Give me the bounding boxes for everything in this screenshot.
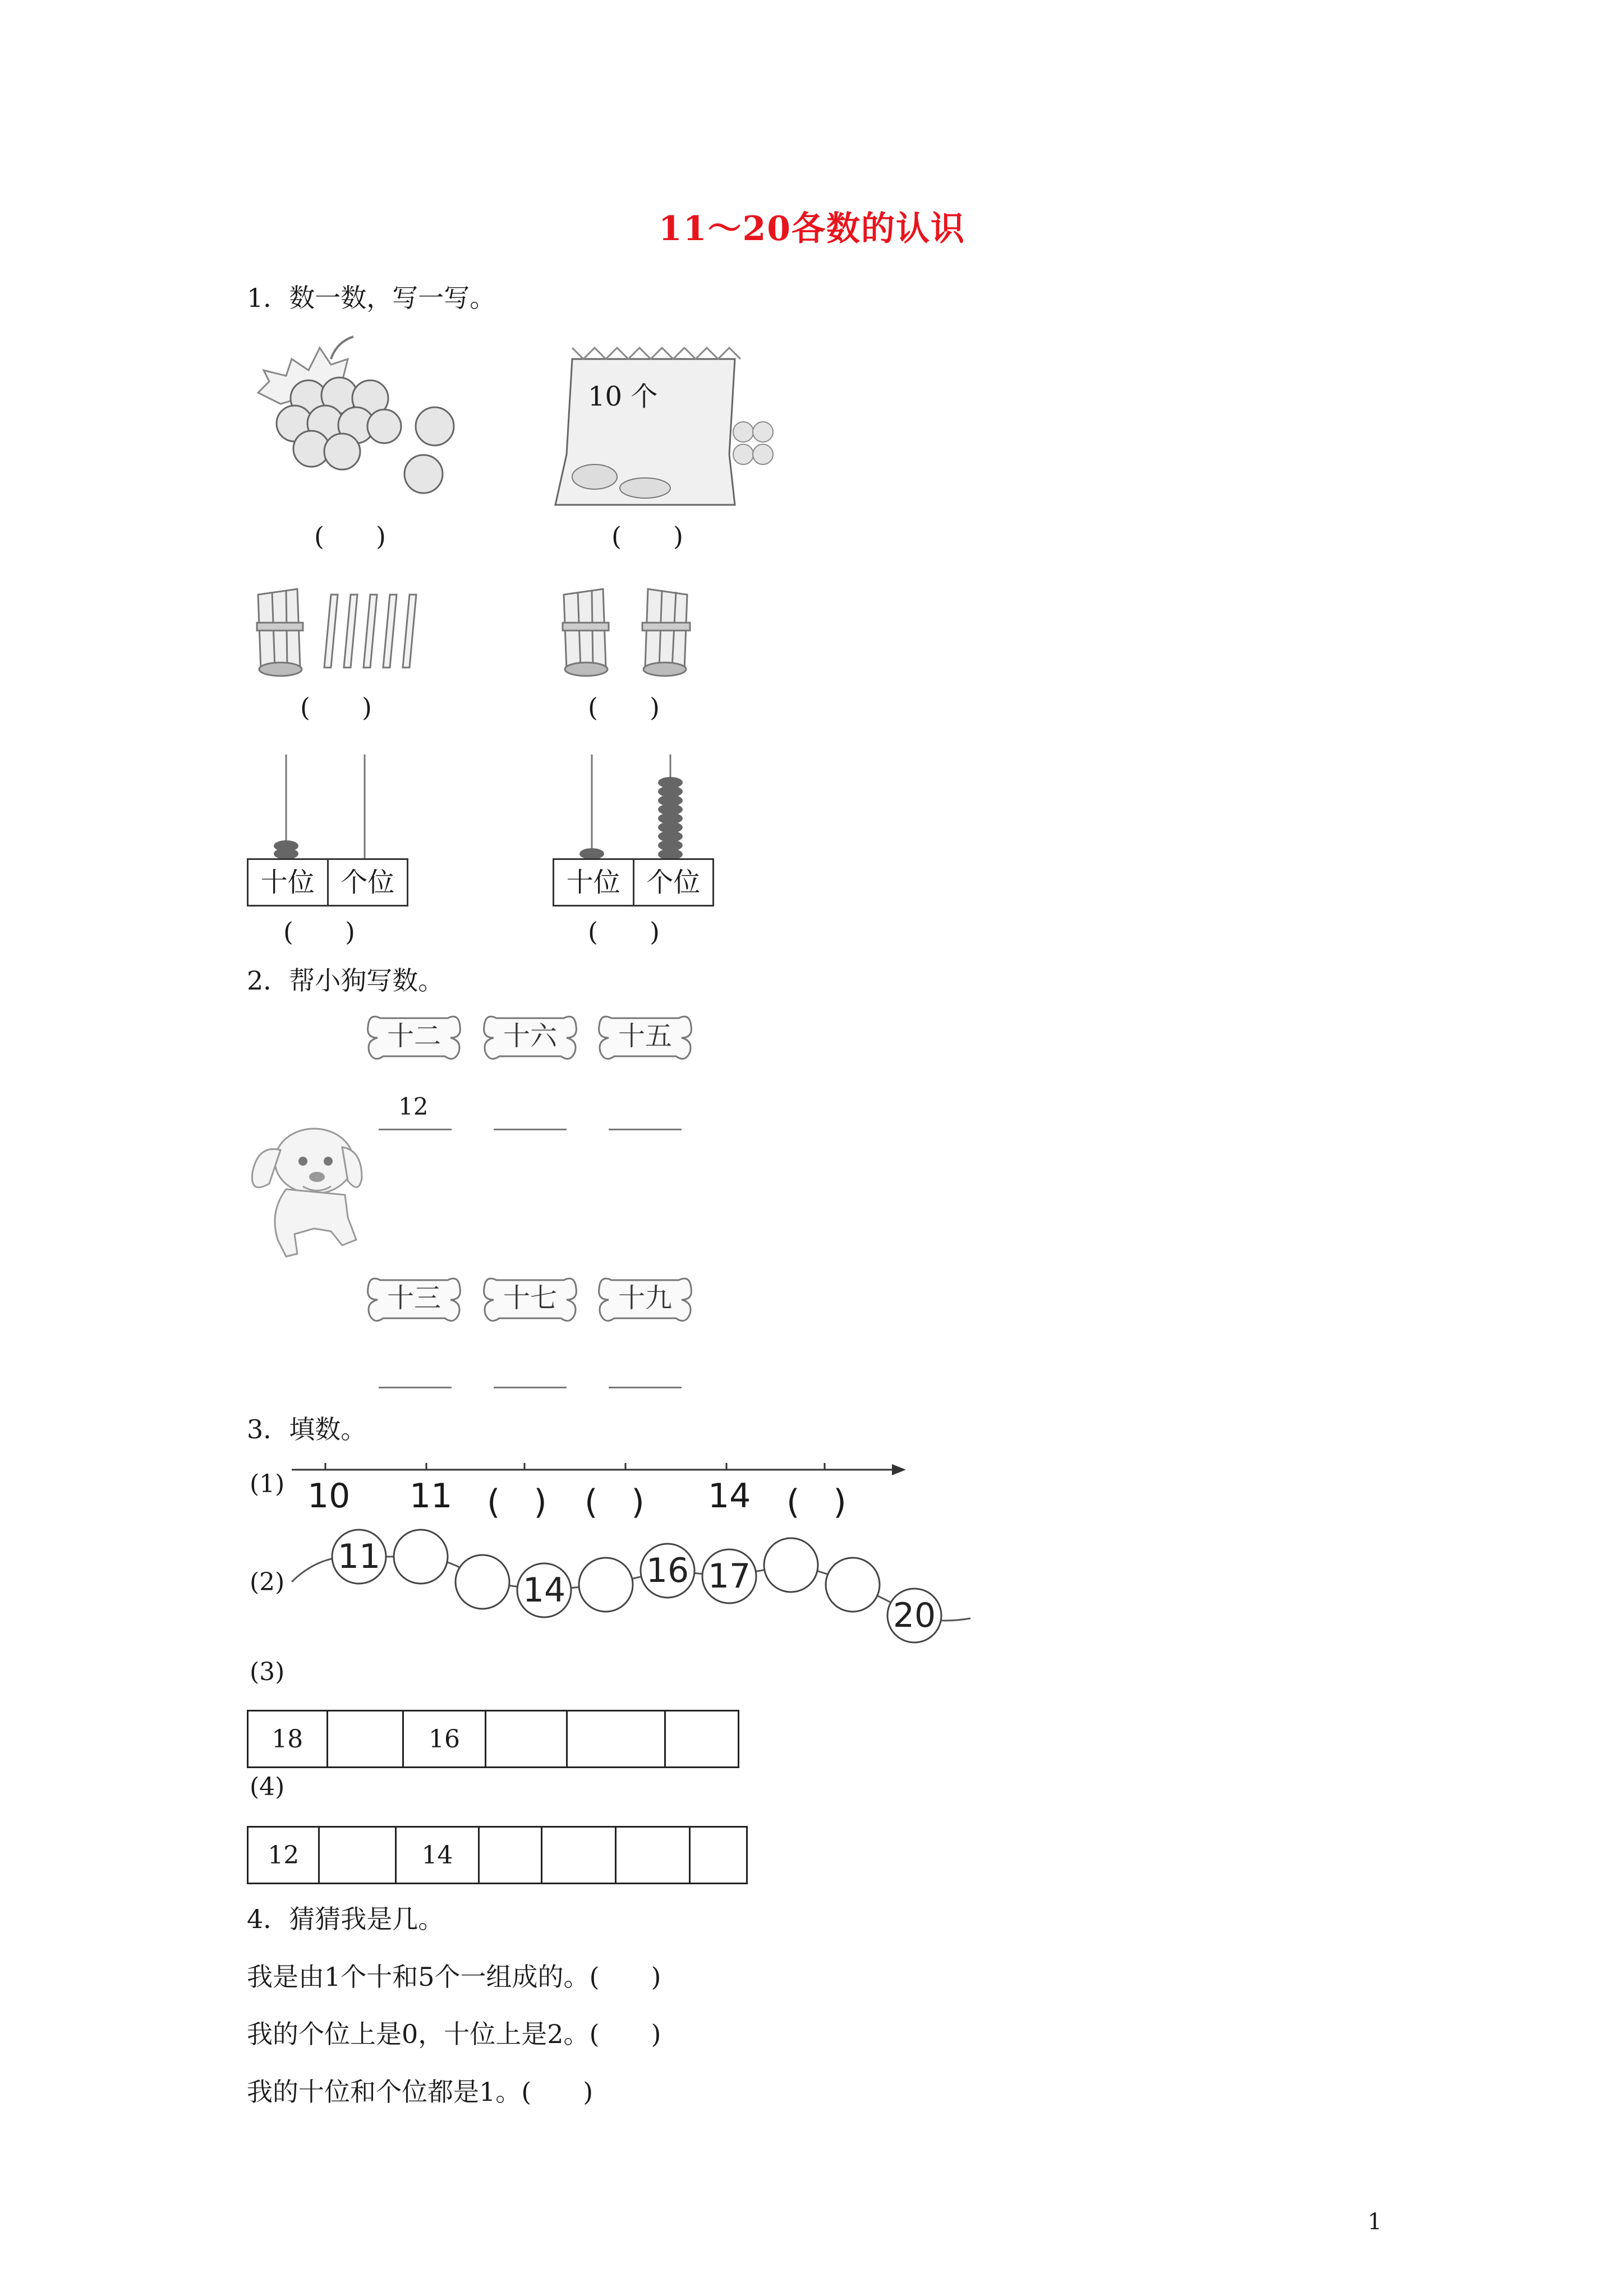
bead-blank[interactable]: [394, 1530, 448, 1584]
table-cell-blank[interactable]: [479, 1827, 541, 1884]
bone-top-1: [364, 1007, 464, 1069]
page-title: 11～20各数的认识: [659, 209, 965, 249]
bone-top-1-label: 十二: [387, 1020, 441, 1052]
bone-bottom-1-label: 十三: [387, 1282, 441, 1314]
abacus-left-labels: [247, 858, 408, 907]
number-line-blank[interactable]: ( ): [585, 1483, 645, 1522]
sequence-table-3: [247, 1710, 739, 1768]
question-2-heading: 2．帮小狗写数。: [247, 965, 444, 996]
bone-top-3: [595, 1007, 696, 1069]
part-2-label: (2): [250, 1568, 285, 1596]
bone-bottom-3: [595, 1269, 696, 1331]
table-cell-blank[interactable]: [485, 1711, 567, 1768]
riddle-line-2: 我的个位上是0，十位上是2。( ): [247, 2019, 661, 2049]
table-cell: 12: [248, 1827, 319, 1884]
sticks-right-answer[interactable]: ( ): [588, 692, 660, 723]
answer-blank-5[interactable]: [494, 1387, 567, 1388]
page-number: 1: [1368, 2209, 1382, 2235]
grapes-image: [247, 325, 471, 494]
bead-blank[interactable]: [456, 1555, 509, 1609]
answer-blank-2[interactable]: [494, 1129, 567, 1130]
bead-label: 14: [522, 1571, 566, 1610]
table-cell: 14: [396, 1827, 479, 1884]
sticks-left-answer[interactable]: ( ): [300, 692, 372, 723]
bone-bottom-1: [364, 1269, 464, 1331]
bead-label: 16: [646, 1551, 689, 1590]
riddle-line-1: 我是由1个十和5个一组成的。( ): [247, 1962, 661, 1992]
bead-blank[interactable]: [764, 1538, 818, 1592]
table-cell-blank[interactable]: [541, 1827, 615, 1884]
bead-label: 20: [892, 1596, 936, 1635]
table-cell-blank[interactable]: [319, 1827, 396, 1884]
abacus-tens-label: 十位: [554, 860, 634, 905]
number-line-blank[interactable]: ( ): [786, 1483, 846, 1522]
abacus-tens-label: 十位: [249, 860, 329, 905]
bone-top-2-label: 十六: [503, 1020, 558, 1052]
sticks-two-bundles-image: [553, 578, 710, 679]
answer-blank-3[interactable]: [609, 1129, 682, 1130]
example-answer: 12: [398, 1093, 429, 1120]
cookie-bag-image: [550, 342, 785, 510]
sticks-bundle-image: [247, 578, 443, 679]
number-line-blank[interactable]: ( ): [487, 1483, 547, 1522]
abacus-right-labels: [553, 858, 714, 907]
number-line-item: 11: [410, 1476, 453, 1516]
table-cell: 16: [403, 1711, 485, 1768]
abacus-ones-label: 个位: [646, 867, 701, 898]
riddle-line-3: 我的十位和个位都是1。( ): [247, 2077, 594, 2107]
question-4-heading: 4．猜猜我是几。: [247, 1904, 444, 1934]
part-3-label: (3): [250, 1658, 285, 1686]
bone-bottom-3-label: 十九: [618, 1282, 673, 1314]
bead-blank[interactable]: [826, 1558, 880, 1612]
abacus-left-answer[interactable]: ( ): [283, 917, 355, 947]
bone-top-3-label: 十五: [618, 1020, 673, 1052]
question-1-heading: 1．数一数，写一写。: [247, 283, 496, 313]
answer-blank-4[interactable]: [379, 1387, 452, 1388]
question-3-heading: 3．填数。: [247, 1414, 367, 1444]
bone-top-2: [480, 1007, 581, 1069]
bead-label: 17: [707, 1557, 751, 1596]
bone-bottom-2: [480, 1269, 581, 1331]
cookie-bag-label: 10 个: [588, 381, 658, 412]
table-cell-blank[interactable]: [615, 1827, 689, 1884]
cookie-bag-answer[interactable]: ( ): [611, 521, 683, 551]
puppy-image: [247, 1116, 370, 1268]
table-cell-blank[interactable]: [567, 1711, 665, 1768]
number-line-item: 10: [307, 1476, 351, 1516]
bone-bottom-2-label: 十七: [503, 1282, 558, 1314]
part-4-label: (4): [250, 1773, 285, 1801]
answer-blank-1[interactable]: [379, 1129, 452, 1130]
abacus-right-answer[interactable]: ( ): [588, 917, 660, 947]
table-cell-blank[interactable]: [689, 1827, 747, 1884]
number-line-item: 14: [708, 1476, 751, 1516]
abacus-ones-label: 个位: [341, 867, 395, 898]
bead-blank[interactable]: [579, 1558, 633, 1612]
bead-label: 11: [337, 1537, 381, 1576]
sequence-table-4: [247, 1826, 748, 1884]
table-cell: 18: [248, 1711, 328, 1768]
answer-blank-6[interactable]: [609, 1387, 682, 1388]
grapes-answer[interactable]: ( ): [314, 521, 386, 551]
part-1-label: (1): [250, 1470, 285, 1498]
table-cell-blank[interactable]: [665, 1711, 739, 1768]
table-cell-blank[interactable]: [327, 1711, 403, 1768]
bead-string: [286, 1526, 976, 1655]
